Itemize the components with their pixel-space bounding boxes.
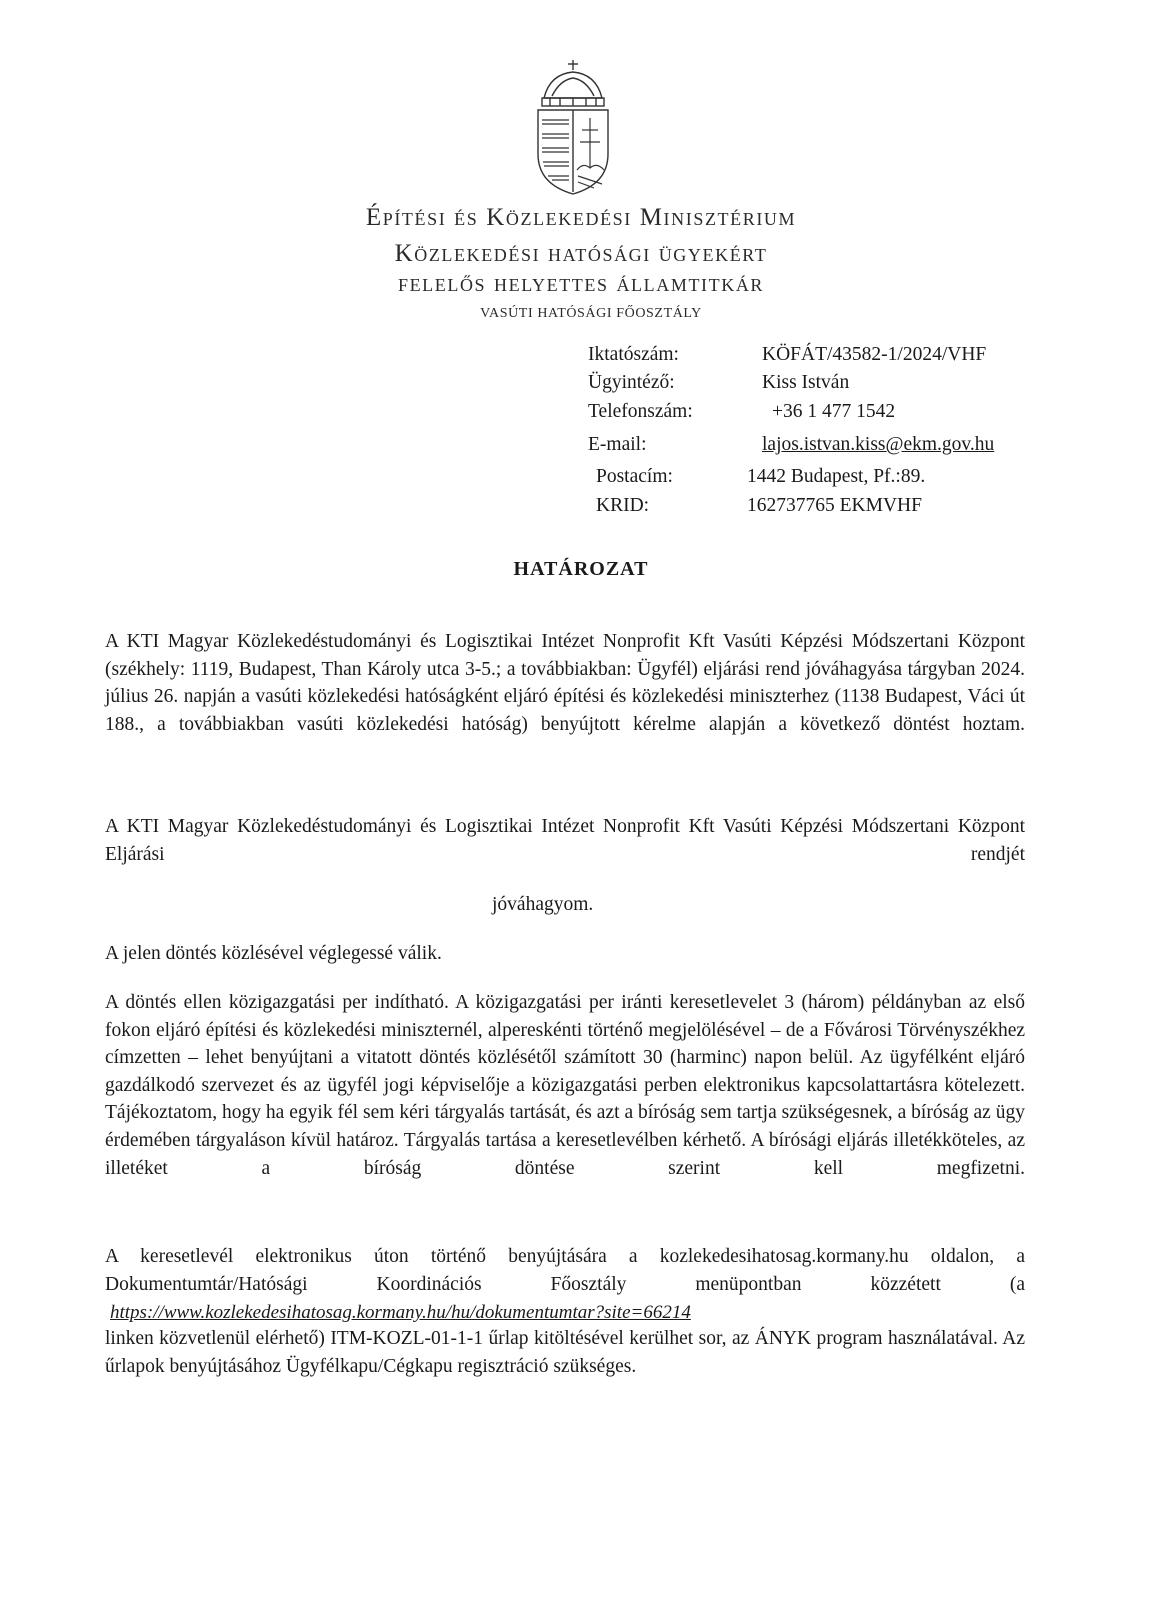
paragraph-submission-intro: A keresetlevél elektronikus úton történő benyújtására a kozlekedesihatosag.kormany.hu oldalon, a Dokumentumtár/Hatósági Koordinációs Főosztály menüpontban közzétett (a <box>105 1246 1025 1295</box>
office-name-line2: felelős helyettes államtitkár <box>397 270 765 297</box>
document-title: HATÁROZAT <box>513 558 649 580</box>
office-name-line1: Közlekedési hatósági ügyekért <box>394 240 768 267</box>
meta-value-postal: 1442 Budapest, Pf.:89. <box>747 466 926 487</box>
email-link[interactable]: lajos.istvan.kiss@ekm.gov.hu <box>762 434 995 455</box>
meta-value-krid: 162737765 EKMVHF <box>747 495 922 516</box>
paragraph-request: A KTI Magyar Közlekedéstudományi és Logisztikai Intézet Nonprofit Kft Vasúti Képzési Módszertani Központ (székhely: 1119, Budapest, Than Károly utca 3-5.; a továbbiakban: Ügyfél) eljárási rend jóváhagyása tárgyban 2024. július 26. napján a vasúti közlekedési hatóságként eljáró építési és közlekedési miniszterhez (1138 Budapest, Váci út 188., a továbbiakban vasúti közlekedési hatóság) benyújtott kérelme alapján a következő döntést hoztam. <box>105 631 1025 735</box>
department-name: VASÚTI HATÓSÁGI FŐOSZTÁLY <box>480 306 702 321</box>
ministry-name: Építési és Közlekedési Minisztérium <box>365 204 797 231</box>
form-download-link[interactable]: https://www.kozlekedesihatosag.kormany.hu/hu/dokumentumtar?site=66214 <box>110 1302 691 1323</box>
coat-of-arms-icon <box>530 58 616 198</box>
meta-label-email: E-mail: <box>588 434 647 455</box>
meta-label-phone: Telefonszám: <box>588 401 693 422</box>
paragraph-submission-details: linken közvetlenül elérhető) ITM-KOZL-01-1-1 űrlap kitöltésével kerülhet sor, az ÁNYK program használatával. Az űrlapok benyújtásához Ügyfélkapu/Cégkapu regisztráció szükséges. <box>105 1328 1025 1377</box>
meta-label-reference: Iktatószám: <box>588 344 679 365</box>
meta-value-administrator: Kiss István <box>762 372 850 393</box>
meta-label-krid: KRID: <box>596 495 650 516</box>
finality-statement: A jelen döntés közlésével véglegessé válik. <box>105 943 442 964</box>
meta-value-reference: KÖFÁT/43582-1/2024/VHF <box>762 344 987 365</box>
paragraph-legal-remedy: A döntés ellen közigazgatási per indítható. A közigazgatási per iránti keresetlevelet 3 (három) példányban az első fokon eljáró építési és közlekedési miniszternél, alpereskénti történő megjelölésével – de a Fővárosi Törvényszékhez címzetten – lehet benyújtani a vitatott döntés közlésétől számított 30 (harminc) napon belül. Az ügyfélként eljáró gazdálkodó szervezet és az ügyfél jogi képviselője a közigazgatási perben elektronikus kapcsolattartásra kötelezett. Tájékoztatom, hogy ha egyik fél sem kéri tárgyalás tartását, és azt a bíróság sem tartja szükségesnek, a bíróság az ügy érdemében tárgyaláson kívül határoz. Tárgyalás tartása a keresetlevélben kérhető. A bírósági eljárás illetékköteles, az illetéket a bíróság döntése szerint kell megfizetni. <box>105 992 1025 1179</box>
meta-label-postal: Postacím: <box>596 466 673 487</box>
decision-text: jóváhagyom. <box>492 894 594 915</box>
paragraph-subject: A KTI Magyar Közlekedéstudományi és Logisztikai Intézet Nonprofit Kft Vasúti Képzési Módszertani Központ Eljárási rendjét <box>105 816 1025 865</box>
meta-label-administrator: Ügyintéző: <box>588 372 675 393</box>
meta-value-phone: +36 1 477 1542 <box>772 401 896 422</box>
